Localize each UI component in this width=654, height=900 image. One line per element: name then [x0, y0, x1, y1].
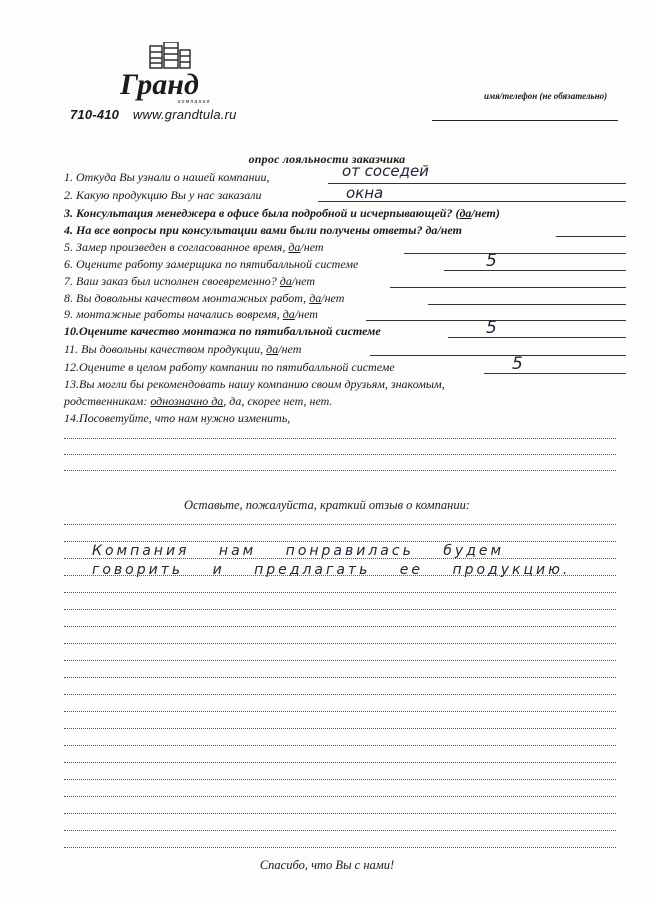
- review-line[interactable]: [64, 609, 616, 610]
- review-line[interactable]: [64, 660, 616, 661]
- review-line[interactable]: [64, 762, 616, 763]
- answer-6: 5: [486, 251, 497, 271]
- question-13-options: [64, 394, 333, 408]
- grand-logo: [120, 42, 230, 108]
- review-line[interactable]: [64, 779, 616, 780]
- advice-line[interactable]: [64, 438, 616, 439]
- answer-10: 5: [486, 318, 497, 338]
- question-13: 13.Вы могли бы рекомендовать нашу компанию своим друзьям, знакомым,: [64, 377, 445, 391]
- question-8-yes[interactable]: да: [309, 291, 322, 305]
- form-title: опрос лояльности заказчика: [248, 152, 406, 166]
- question-12: 12.Оцените в целом работу компании по пятибалльной системе: [64, 360, 395, 374]
- question-4: 4. На все вопросы при консультации вами были получены ответы? да/нет: [64, 223, 462, 237]
- review-line[interactable]: [64, 745, 616, 746]
- option-other[interactable]: , да, скорее нет, нет.: [223, 394, 333, 408]
- question-11-text: 11. Вы довольны качеством продукции,: [64, 342, 267, 356]
- question-5: [64, 240, 324, 254]
- answer-11-field[interactable]: [370, 355, 626, 356]
- review-line[interactable]: [64, 796, 616, 797]
- review-line[interactable]: [64, 728, 616, 729]
- website: www.grandtula.ru: [132, 107, 237, 122]
- brand-subtitle: компания: [178, 99, 211, 105]
- review-line[interactable]: [64, 541, 616, 542]
- question-3: [64, 206, 500, 220]
- review-line[interactable]: [64, 592, 616, 593]
- question-7-no[interactable]: /нет: [291, 274, 315, 288]
- review-text-line-1: Компания нам понравилась будем: [92, 543, 505, 559]
- question-9-no[interactable]: /нет: [294, 307, 318, 321]
- question-3-text: 3. Консультация менеджера в офисе была подробной и исчерпывающей? (: [64, 206, 460, 220]
- answer-2: окна: [346, 184, 384, 202]
- question-8: [64, 291, 344, 305]
- question-9-yes[interactable]: да: [282, 307, 295, 321]
- review-line[interactable]: [64, 524, 616, 525]
- question-3-no[interactable]: /нет): [471, 206, 500, 220]
- answer-5-field[interactable]: [404, 253, 626, 254]
- question-9: [64, 307, 318, 321]
- option-definitely-yes[interactable]: однозначно да: [150, 394, 224, 408]
- answer-10-field[interactable]: [448, 337, 626, 338]
- answer-12-field[interactable]: [484, 373, 626, 374]
- question-9-text: 9. монтажные работы начались вовремя,: [64, 307, 283, 321]
- question-1: 1. Откуда Вы узнали о нашей компании,: [64, 170, 270, 184]
- question-6: 6. Оцените работу замерщика по пятибалльной системе: [64, 257, 359, 271]
- question-2: 2. Какую продукцию Вы у нас заказали: [64, 188, 262, 202]
- answer-12: 5: [512, 354, 523, 374]
- question-11: [64, 342, 301, 356]
- review-line[interactable]: [64, 711, 616, 712]
- question-5-text: 5. Замер произведен в согласованное время,: [64, 240, 289, 254]
- name-phone-field[interactable]: [432, 120, 618, 121]
- question-10: 10.Оцените качество монтажа по пятибалльной системе: [64, 324, 381, 338]
- question-7: [64, 274, 315, 288]
- question-13-label: родственникам:: [64, 394, 151, 408]
- answer-7-field[interactable]: [390, 287, 626, 288]
- review-line[interactable]: [64, 643, 616, 644]
- review-line[interactable]: [64, 813, 616, 814]
- name-phone-caption: имя/телефон (не обязательно): [484, 91, 608, 101]
- advice-line[interactable]: [64, 454, 616, 455]
- review-line[interactable]: [64, 847, 616, 848]
- question-8-no[interactable]: /нет: [321, 291, 345, 305]
- advice-line[interactable]: [64, 470, 616, 471]
- brand-name: Гранд: [120, 68, 199, 101]
- review-line[interactable]: [64, 694, 616, 695]
- question-11-no[interactable]: /нет: [278, 342, 302, 356]
- review-line[interactable]: [64, 830, 616, 831]
- question-14: 14.Посоветуйте, что нам нужно изменить,: [64, 411, 291, 425]
- review-text-line-2: говорить и предлагать ее продукцию.: [92, 562, 571, 578]
- question-5-no[interactable]: /нет: [300, 240, 324, 254]
- contacts: [70, 107, 237, 122]
- question-8-text: 8. Вы довольны качеством монтажных работ,: [64, 291, 310, 305]
- phone: 710-410: [70, 107, 120, 122]
- review-line[interactable]: [64, 677, 616, 678]
- review-line[interactable]: [64, 626, 616, 627]
- question-5-yes[interactable]: да: [288, 240, 301, 254]
- answer-6-field[interactable]: [444, 270, 626, 271]
- answer-4-field[interactable]: [556, 236, 626, 237]
- question-7-yes[interactable]: да: [279, 274, 292, 288]
- question-11-yes[interactable]: да: [266, 342, 279, 356]
- question-3-yes[interactable]: да: [459, 206, 472, 220]
- review-caption: Оставьте, пожалуйста, краткий отзыв о компании:: [183, 498, 471, 512]
- answer-1: от соседей: [342, 162, 429, 180]
- thanks-note: Спасибо, что Вы с нами!: [259, 858, 395, 872]
- answer-8-field[interactable]: [428, 304, 626, 305]
- question-7-text: 7. Ваш заказ был исполнен своевременно?: [64, 274, 280, 288]
